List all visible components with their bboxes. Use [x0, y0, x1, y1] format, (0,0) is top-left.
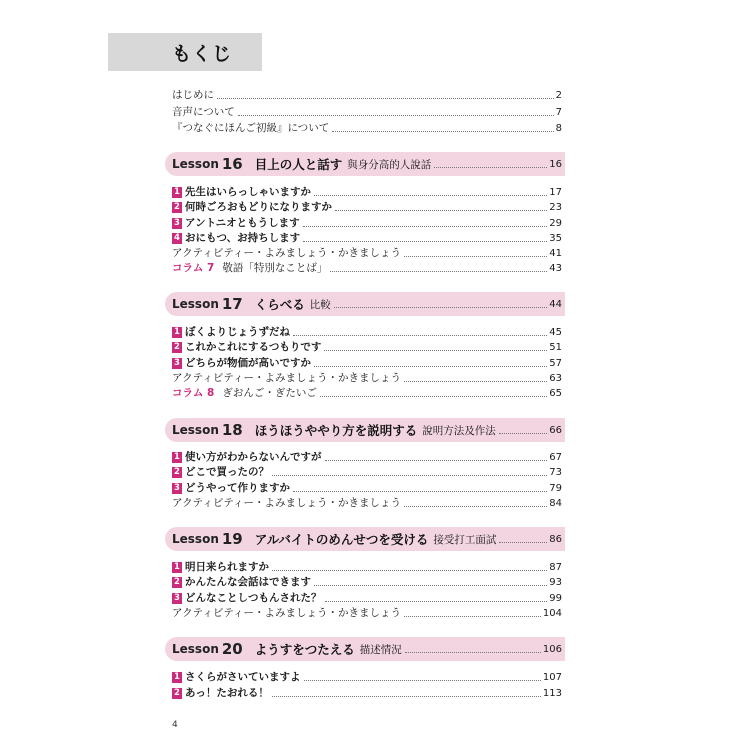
leader-dots — [320, 396, 547, 397]
item-number-badge: 2 — [172, 577, 182, 588]
entry-page: 57 — [549, 358, 562, 369]
leader-dots — [314, 195, 547, 196]
entry-page: 17 — [549, 187, 562, 198]
lesson-title: ほうほうややり方を説明する — [254, 423, 418, 438]
leader-dots — [499, 542, 547, 543]
leader-dots — [325, 460, 548, 461]
entry-page: 23 — [549, 202, 562, 213]
item-number-badge: 3 — [172, 218, 182, 229]
entry-label: さくらがさいていますよ — [185, 671, 301, 683]
entry-label: 何時ごろおもどりになりますか — [185, 201, 332, 213]
page-title: もくじ — [172, 43, 233, 65]
leader-dots — [335, 210, 547, 211]
column-label: コラム 7 — [172, 262, 215, 274]
leader-dots — [217, 98, 554, 99]
lesson-number: 18 — [221, 421, 243, 439]
entry-page: 35 — [549, 233, 562, 244]
entry-label: 音声について — [172, 106, 235, 118]
entry-page: 73 — [549, 467, 562, 478]
leader-dots — [238, 115, 554, 116]
toc-entry[interactable] — [172, 387, 562, 400]
lesson-title: 目上の人と話す — [254, 157, 343, 172]
toc-entry[interactable] — [172, 357, 562, 370]
toc-entry[interactable] — [172, 482, 562, 495]
entry-page: 107 — [542, 672, 562, 683]
lesson-heading[interactable] — [172, 527, 562, 551]
lesson-heading[interactable] — [172, 418, 562, 442]
toc-entry[interactable] — [172, 687, 562, 700]
lesson-word: Lesson — [172, 532, 219, 546]
column-label: コラム 8 — [172, 387, 215, 399]
lesson-page: 66 — [549, 424, 562, 436]
entry-label: 先生はいらっしゃいますか — [185, 186, 311, 198]
toc-entry[interactable] — [172, 262, 562, 275]
item-number-badge: 1 — [172, 672, 182, 683]
toc-entry[interactable] — [172, 592, 562, 605]
toc-entry[interactable] — [172, 561, 562, 574]
entry-page: 104 — [542, 608, 562, 619]
toc-entry[interactable] — [172, 466, 562, 479]
entry-label: これかこれにするつもりです — [185, 341, 322, 353]
entry-label: 明日来られますか — [185, 561, 269, 573]
lesson-heading[interactable] — [172, 292, 562, 316]
toc-entry[interactable] — [172, 186, 562, 199]
entry-label: アクティビティー・よみましょう・かきましょう — [172, 372, 402, 384]
lesson-word: Lesson — [172, 297, 219, 311]
lesson-number: 20 — [221, 640, 243, 658]
entry-page: 87 — [549, 562, 562, 573]
item-number-badge: 2 — [172, 467, 182, 478]
lesson-subtitle: 接受打工面試 — [433, 533, 497, 546]
entry-label: かんたんな会話はできます — [185, 576, 311, 588]
lesson-heading[interactable] — [172, 637, 562, 661]
item-number-badge: 4 — [172, 233, 182, 244]
entry-label: 使い方がわからないんですが — [185, 451, 322, 463]
leader-dots — [293, 491, 547, 492]
lesson-title: アルバイトのめんせつを受ける — [254, 532, 429, 547]
leader-dots — [272, 570, 547, 571]
leader-dots — [404, 506, 547, 507]
toc-entry[interactable] — [172, 89, 562, 102]
entry-label: アクティビティー・よみましょう・かきましょう — [172, 497, 402, 509]
item-number-badge: 3 — [172, 593, 182, 604]
lesson-page: 16 — [549, 158, 562, 170]
entry-label: おにもつ、お持ちします — [185, 232, 301, 244]
leader-dots — [404, 381, 547, 382]
entry-label: ぎおんご・ぎたいご — [222, 387, 317, 399]
lesson-title: くらべる — [254, 297, 305, 312]
lesson-word: Lesson — [172, 157, 219, 171]
lesson-subtitle: 說明方法及作法 — [422, 424, 496, 437]
entry-page: 93 — [549, 577, 562, 588]
leader-dots — [499, 433, 548, 434]
lesson-word: Lesson — [172, 423, 219, 437]
leader-dots — [324, 350, 547, 351]
entry-page: 8 — [555, 123, 562, 134]
toc-entry[interactable] — [172, 247, 562, 260]
entry-page: 113 — [542, 688, 562, 699]
entry-label: ぼくよりじょうずだね — [185, 326, 290, 338]
toc-entry[interactable] — [172, 341, 562, 354]
item-number-badge: 1 — [172, 187, 182, 198]
leader-dots — [434, 167, 547, 168]
toc-entry[interactable] — [172, 201, 562, 214]
leader-dots — [314, 366, 547, 367]
item-number-badge: 1 — [172, 562, 182, 573]
toc-entry[interactable] — [172, 326, 562, 339]
toc-entry[interactable] — [172, 372, 562, 385]
entry-page: 45 — [549, 327, 562, 338]
toc-entry[interactable] — [172, 497, 562, 510]
entry-label: 『つなぐにほんご初級』について — [172, 122, 330, 134]
lesson-subtitle: 與身分高的人說話 — [347, 158, 432, 171]
item-number-badge: 3 — [172, 358, 182, 369]
leader-dots — [405, 652, 541, 653]
lesson-page: 44 — [549, 298, 562, 310]
entry-page: 79 — [549, 483, 562, 494]
leader-dots — [303, 241, 547, 242]
entry-label: アクティビティー・よみましょう・かきましょう — [172, 247, 402, 259]
lesson-title: ようすをつたえる — [254, 642, 355, 657]
lesson-subtitle: 描述情況 — [359, 643, 402, 656]
entry-page: 41 — [549, 248, 562, 259]
leader-dots — [272, 696, 541, 697]
entry-label: どこで買ったの？ — [185, 466, 269, 478]
toc-entry[interactable] — [172, 217, 562, 230]
leader-dots — [293, 335, 547, 336]
leader-dots — [330, 271, 547, 272]
leader-dots — [404, 616, 541, 617]
entry-label: はじめに — [172, 89, 214, 101]
entry-page: 67 — [549, 452, 562, 463]
entry-page: 29 — [549, 218, 562, 229]
entry-label: アントニオともうします — [185, 217, 300, 229]
leader-dots — [332, 131, 553, 132]
entry-label: どうやって作りますか — [185, 482, 290, 494]
entry-page: 63 — [549, 373, 562, 384]
toc-entry[interactable] — [172, 576, 562, 589]
lesson-word: Lesson — [172, 642, 219, 656]
page-number: 4 — [172, 720, 178, 730]
toc-entry[interactable] — [172, 122, 562, 135]
entry-label: 敬語「特別なことば」 — [222, 262, 328, 274]
item-number-badge: 1 — [172, 327, 182, 338]
entry-page: 99 — [549, 593, 562, 604]
entry-page: 84 — [549, 498, 562, 509]
entry-page: 7 — [555, 107, 562, 118]
leader-dots — [303, 226, 548, 227]
toc-entry[interactable] — [172, 232, 562, 245]
leader-dots — [272, 475, 547, 476]
entry-page: 43 — [549, 263, 562, 274]
lesson-page: 86 — [549, 533, 562, 545]
item-number-badge: 1 — [172, 452, 182, 463]
lesson-heading[interactable] — [172, 152, 562, 176]
toc-entry[interactable] — [172, 607, 562, 620]
entry-label: どちらが物価が高いですか — [185, 357, 311, 369]
lesson-number: 17 — [221, 295, 243, 313]
entry-page: 2 — [555, 90, 562, 101]
entry-label: あっ！たおれる！ — [185, 687, 269, 699]
item-number-badge: 2 — [172, 202, 182, 213]
leader-dots — [304, 680, 541, 681]
entry-label: どんなことしつもんされた？ — [185, 592, 322, 604]
lesson-subtitle: 比較 — [309, 298, 331, 311]
toc-entry[interactable] — [172, 671, 562, 684]
toc-entry[interactable] — [172, 106, 562, 119]
toc-entry[interactable] — [172, 451, 562, 464]
entry-label: アクティビティー・よみましょう・かきましょう — [172, 607, 402, 619]
lesson-page: 106 — [542, 643, 562, 655]
item-number-badge: 3 — [172, 483, 182, 494]
lesson-number: 16 — [221, 155, 243, 173]
entry-page: 65 — [549, 388, 562, 399]
item-number-badge: 2 — [172, 342, 182, 353]
leader-dots — [334, 307, 548, 308]
lesson-number: 19 — [221, 530, 243, 548]
item-number-badge: 2 — [172, 688, 182, 699]
leader-dots — [325, 601, 548, 602]
leader-dots — [314, 585, 547, 586]
entry-page: 51 — [549, 342, 562, 353]
leader-dots — [404, 256, 547, 257]
